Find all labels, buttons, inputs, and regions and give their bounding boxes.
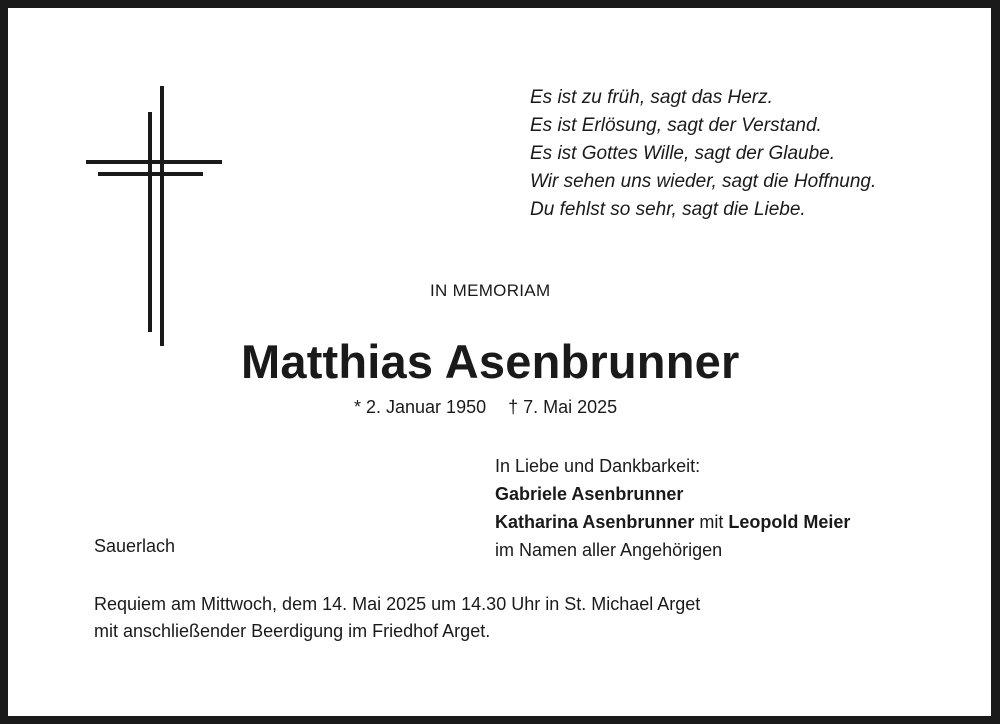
requiem-line: Requiem am Mittwoch, dem 14. Mai 2025 um 14.30 Uhr in St. Michael Arget: [94, 594, 701, 614]
poem-line: Wir sehen uns wieder, sagt die Hoffnung.: [530, 171, 877, 192]
cross-icon: [86, 86, 222, 346]
poem-line: Es ist Erlösung, sagt der Verstand.: [530, 115, 822, 136]
requiem-line: mit anschließender Beerdigung im Friedhof Arget.: [94, 621, 491, 641]
mourner-name: Leopold Meier: [728, 512, 851, 532]
place-name: Sauerlach: [94, 536, 176, 556]
deceased-name: Matthias Asenbrunner: [241, 335, 740, 388]
requiem-info: [94, 591, 700, 645]
mourner-connector: mit: [694, 512, 729, 532]
poem-line: Du fehlst so sehr, sagt die Liebe.: [530, 199, 806, 220]
mourners-closing: im Namen aller Angehörigen: [495, 540, 723, 560]
memoriam-heading: IN MEMORIAM: [430, 281, 551, 300]
mourners-block: [495, 452, 850, 564]
poem-line: Es ist zu früh, sagt das Herz.: [530, 87, 773, 108]
mourner-name: Katharina Asenbrunner: [495, 512, 695, 532]
poem: [530, 84, 876, 224]
life-dates: [354, 397, 617, 418]
mourners-intro: In Liebe und Dankbarkeit:: [495, 456, 701, 476]
birth-date: * 2. Januar 1950: [354, 397, 487, 417]
poem-line: Es ist Gottes Wille, sagt der Glaube.: [530, 143, 836, 164]
mourner-line: [495, 508, 850, 536]
mourner-name: Gabriele Asenbrunner: [495, 484, 684, 504]
death-date: † 7. Mai 2025: [508, 397, 618, 417]
